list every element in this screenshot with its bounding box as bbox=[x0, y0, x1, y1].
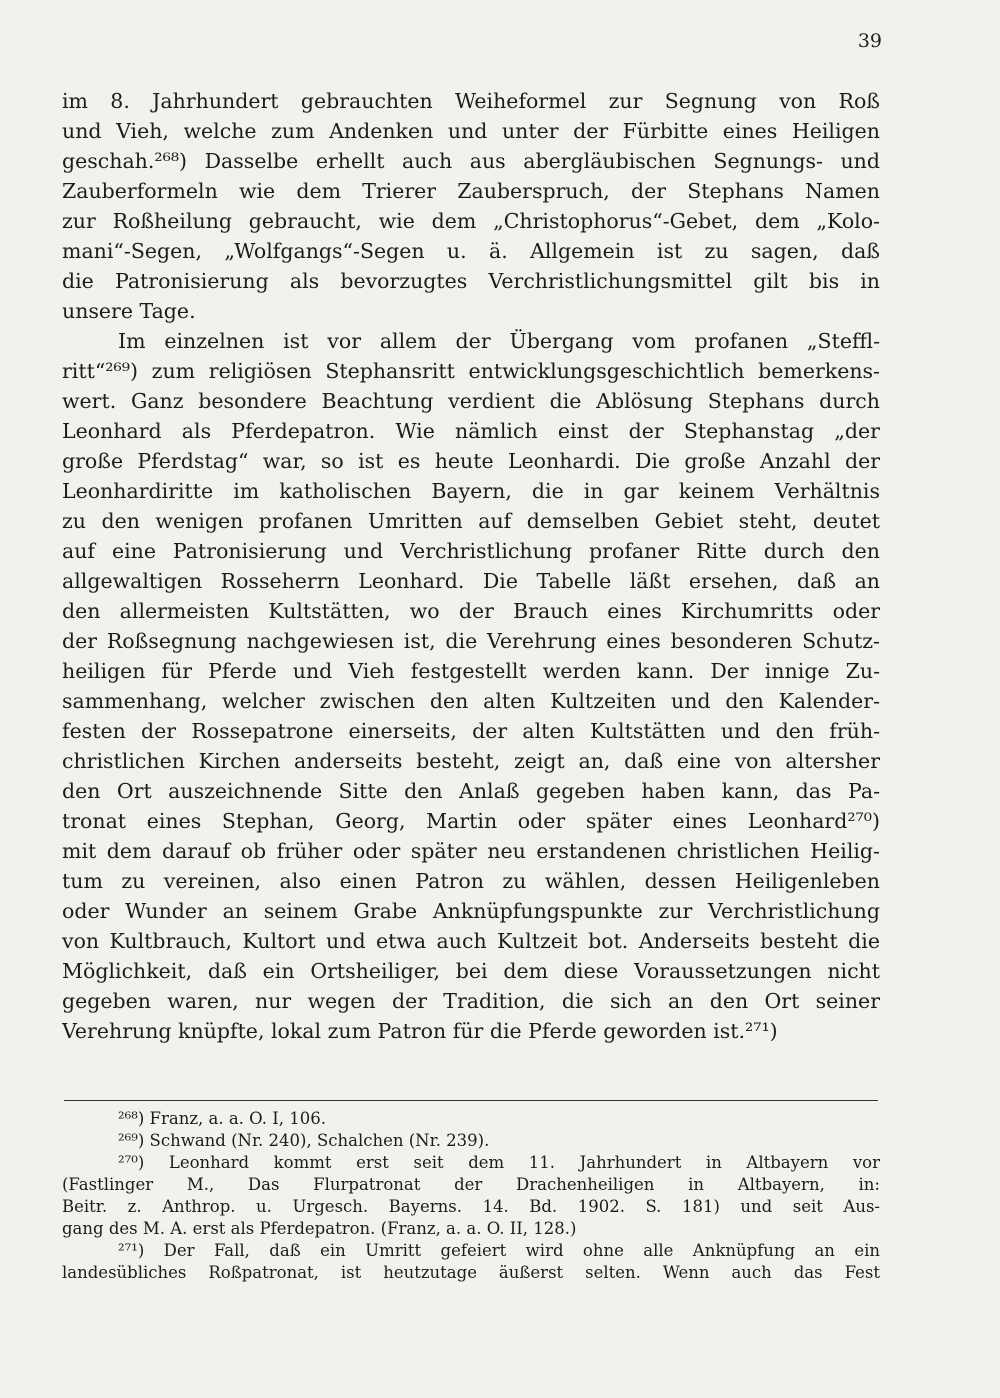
body-line: mit dem darauf ob früher oder später neu erstandenen christlichen Heilig- bbox=[62, 839, 880, 863]
body-line: ritt“²⁶⁹) zum religiösen Stephansritt entwicklungsgeschichtlich bemerkens- bbox=[62, 359, 880, 383]
body-line: oder Wunder an seinem Grabe Anknüpfungspunkte zur Verchristlichung bbox=[62, 899, 880, 923]
body-line: unsere Tage. bbox=[62, 299, 196, 323]
body-line: tronat eines Stephan, Georg, Martin oder später eines Leonhard²⁷⁰) bbox=[62, 809, 880, 833]
body-line: gegeben waren, nur wegen der Tradition, die sich an den Ort seiner bbox=[62, 989, 880, 1013]
body-line: Leonhardiritte im katholischen Bayern, die in gar keinem Verhältnis bbox=[62, 479, 880, 503]
body-line: allgewaltigen Rosseherrn Leonhard. Die Tabelle läßt ersehen, daß an bbox=[62, 569, 880, 593]
body-line: christlichen Kirchen anderseits besteht, zeigt an, daß eine von altersher bbox=[62, 749, 880, 773]
body-line: von Kultbrauch, Kultort und etwa auch Kultzeit bot. Anderseits besteht die bbox=[62, 929, 880, 953]
footnote-line: ²⁶⁸) Franz, a. a. O. I, 106. bbox=[118, 1109, 326, 1128]
footnote-line: Beitr. z. Anthrop. u. Urgesch. Bayerns. 14. Bd. 1902. S. 181) und seit Aus- bbox=[62, 1197, 880, 1216]
body-line: heiligen für Pferde und Vieh festgestellt werden kann. Der innige Zu- bbox=[62, 659, 880, 683]
page-number: 39 bbox=[857, 30, 882, 52]
body-line: sammenhang, welcher zwischen den alten Kultzeiten und den Kalender- bbox=[62, 689, 880, 713]
footnote-line: ²⁶⁹) Schwand (Nr. 240), Schalchen (Nr. 239). bbox=[118, 1131, 490, 1150]
body-line: im 8. Jahrhundert gebrauchten Weiheformel zur Segnung von Roß bbox=[62, 89, 880, 113]
body-line: Verehrung knüpfte, lokal zum Patron für die Pferde geworden ist.²⁷¹) bbox=[62, 1019, 778, 1043]
footnote-divider bbox=[64, 1100, 878, 1101]
body-line: festen der Rossepatrone einerseits, der alten Kultstätten und den früh- bbox=[62, 719, 880, 743]
body-line: und Vieh, welche zum Andenken und unter der Fürbitte eines Heiligen bbox=[62, 119, 880, 143]
body-line: mani“-Segen, „Wolfgangs“-Segen u. ä. Allgemein ist zu sagen, daß bbox=[62, 239, 880, 263]
body-line: Leonhard als Pferdepatron. Wie nämlich einst der Stephanstag „der bbox=[62, 419, 880, 443]
body-line: geschah.²⁶⁸) Dasselbe erhellt auch aus abergläubischen Segnungs- und bbox=[62, 149, 880, 173]
paragraph-start-line: Im einzelnen ist vor allem der Übergang vom profanen „Steffl- bbox=[118, 329, 880, 353]
body-line: wert. Ganz besondere Beachtung verdient die Ablösung Stephans durch bbox=[62, 389, 880, 413]
body-line: tum zu vereinen, also einen Patron zu wählen, dessen Heiligenleben bbox=[62, 869, 880, 893]
footnote-line: (Fastlinger M., Das Flurpatronat der Drachenheiligen in Altbayern, in: bbox=[62, 1175, 880, 1194]
footnote-line: gang des M. A. erst als Pferdepatron. (Franz, a. a. O. II, 128.) bbox=[62, 1219, 577, 1238]
body-line: zur Roßheilung gebraucht, wie dem „Christophorus“-Gebet, dem „Kolo- bbox=[62, 209, 880, 233]
footnote-line: ²⁷¹) Der Fall, daß ein Umritt gefeiert wird ohne alle Anknüpfung an ein bbox=[118, 1241, 880, 1260]
body-line: Zauberformeln wie dem Trierer Zauberspruch, der Stephans Namen bbox=[62, 179, 880, 203]
body-line: Möglichkeit, daß ein Ortsheiliger, bei dem diese Voraussetzungen nicht bbox=[62, 959, 880, 983]
body-line: den Ort auszeichnende Sitte den Anlaß gegeben haben kann, das Pa- bbox=[62, 779, 880, 803]
body-line: auf eine Patronisierung und Verchristlichung profaner Ritte durch den bbox=[62, 539, 880, 563]
body-line: zu den wenigen profanen Umritten auf demselben Gebiet steht, deutet bbox=[62, 509, 880, 533]
body-line: die Patronisierung als bevorzugtes Verchristlichungsmittel gilt bis in bbox=[62, 269, 880, 293]
body-line: große Pferdstag“ war, so ist es heute Leonhardi. Die große Anzahl der bbox=[62, 449, 880, 473]
footnote-line: ²⁷⁰) Leonhard kommt erst seit dem 11. Jahrhundert in Altbayern vor bbox=[118, 1153, 880, 1172]
body-line: der Roßsegnung nachgewiesen ist, die Verehrung eines besonderen Schutz- bbox=[62, 629, 880, 653]
body-line: den allermeisten Kultstätten, wo der Brauch eines Kirchumritts oder bbox=[62, 599, 880, 623]
footnote-line: landesübliches Roßpatronat, ist heutzutage äußerst selten. Wenn auch das Fest bbox=[62, 1263, 880, 1282]
